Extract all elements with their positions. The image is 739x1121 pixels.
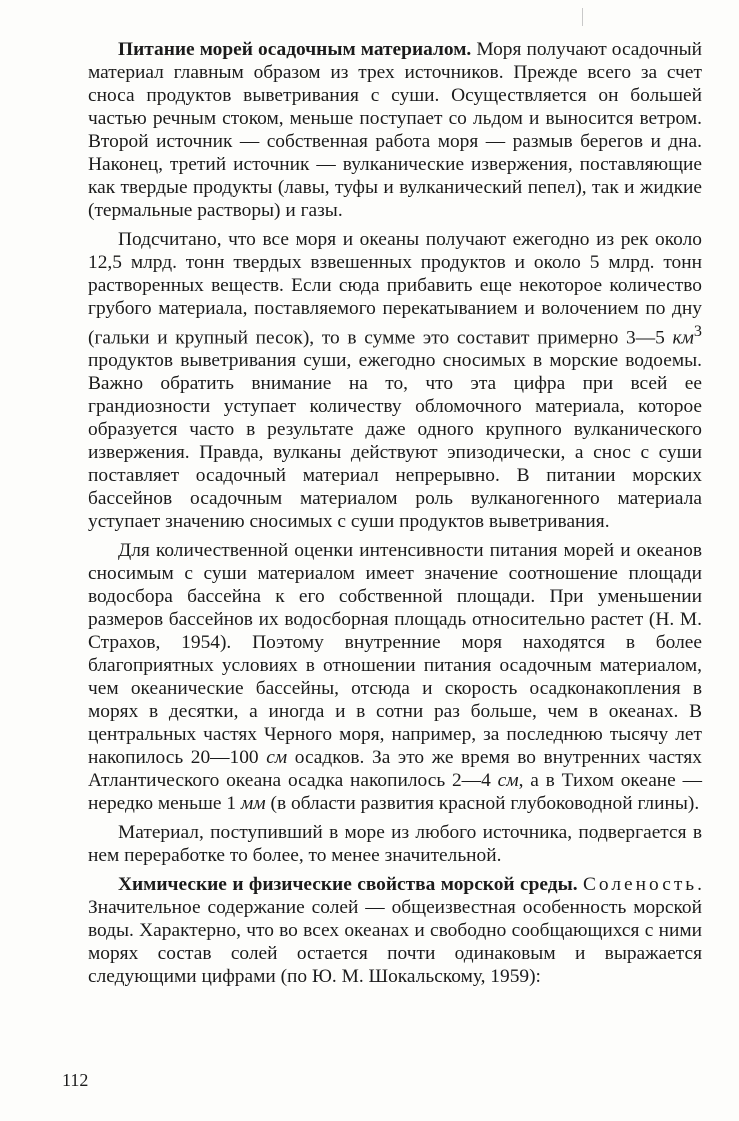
run-in-heading: Питание морей осадочным материалом. bbox=[118, 39, 472, 60]
paragraph-sediment-supply bbox=[88, 38, 702, 222]
paragraph-text: продуктов выветривания суши, ежегодно сносимых в морские водоемы. Важно обратить внимание на то, что эта цифра при всей ее грандиозности уступает количеству обломочного материала, которое образуется часто в результате даже одного крупного вулканического извержения. Правда, вулканы действуют эпизодически, а снос с суши поставляет осадочный материал непрерывно. В питании морских бассейнов осадочным материалом роль вулканогенного материала уступает значению сносимых с суши продуктов выветривания. bbox=[88, 350, 702, 533]
paragraph-text: (в области развития красной глубоководной глины). bbox=[265, 793, 700, 815]
paragraph-salinity bbox=[88, 873, 702, 988]
margin-mark bbox=[582, 8, 583, 26]
paragraph-sedimentation-rate bbox=[88, 539, 702, 815]
paragraph-river-input bbox=[88, 228, 702, 533]
run-in-heading: Химические и физические свойства морской среды. bbox=[118, 874, 578, 896]
page-text bbox=[88, 38, 702, 988]
paragraph-text: , а в Тихом океане — нередко меньше 1 bbox=[88, 770, 702, 815]
unit-km: км bbox=[672, 327, 694, 349]
paragraph-text: Моря получают осадочный материал главным образом из трех источников. Прежде всего за счет сноса продуктов выветривания с суши. Осуществляется он большей частью речным стоком, меньше поступает со льдом и выносится ветром. Второй источник — собственная работа моря — размыв берегов и дна. Наконец, третий источник — вулканические извержения, поставляющие как твердые продукты (лавы, туфы и вулканический пепел), так и жидкие (термальные растворы) и газы. bbox=[88, 39, 702, 221]
paragraph-processing bbox=[88, 821, 702, 867]
paragraph-text: Для количественной оценки интенсивности питания морей и океанов сносимым с суши материалом имеет значение соотношение площади водосбора бассейна к его собственной площади. При уменьшении размеров бассейнов их водосборная площадь относительно растет (Н. М. Страхов, 1954). Поэтому внутренние моря находятся в более благоприятных условиях в отношении питания осадочным материалом, чем океанические бассейны, отсюда и скорость осадконакопления в морях в десятки, а иногда и в сотни раз больше, чем в океанах. В центральных частях Черного моря, например, за последнюю тысячу лет накопилось 20—100 bbox=[88, 540, 702, 769]
paragraph-text: осадков. За это же время во внутренних частях Атлантического океана осадка накопилось 2—4 bbox=[88, 747, 702, 792]
unit-cm: см bbox=[266, 747, 288, 769]
paragraph-text: . Значительное содержание солей — общеизвестная особенность морской воды. Характерно, что во всех океанах и свободно сообщающихся с ними морях состав солей остается почти одинаковым и выражается следующими цифрами (по Ю. М. Шокальскому, 1959): bbox=[88, 874, 702, 988]
superscript: 3 bbox=[693, 323, 702, 340]
unit-cm: см bbox=[497, 770, 519, 792]
spaced-term: Соленость bbox=[583, 874, 698, 896]
page-number: 112 bbox=[62, 1070, 89, 1090]
paragraph-text: Материал, поступивший в море из любого источника, подвергается в нем переработке то более, то менее значительной. bbox=[88, 822, 702, 867]
paragraph-text: Подсчитано, что все моря и океаны получают ежегодно из рек около 12,5 млрд. тонн твердых взвешенных продуктов и около 5 млрд. тонн растворенных веществ. Если сюда прибавить еще некоторое количество грубого материала, поставляемого перекатыванием и волочением по дну (гальки и крупный песок), то в сумме это составит примерно 3—5 bbox=[88, 229, 702, 349]
unit-mm: мм bbox=[240, 793, 266, 815]
